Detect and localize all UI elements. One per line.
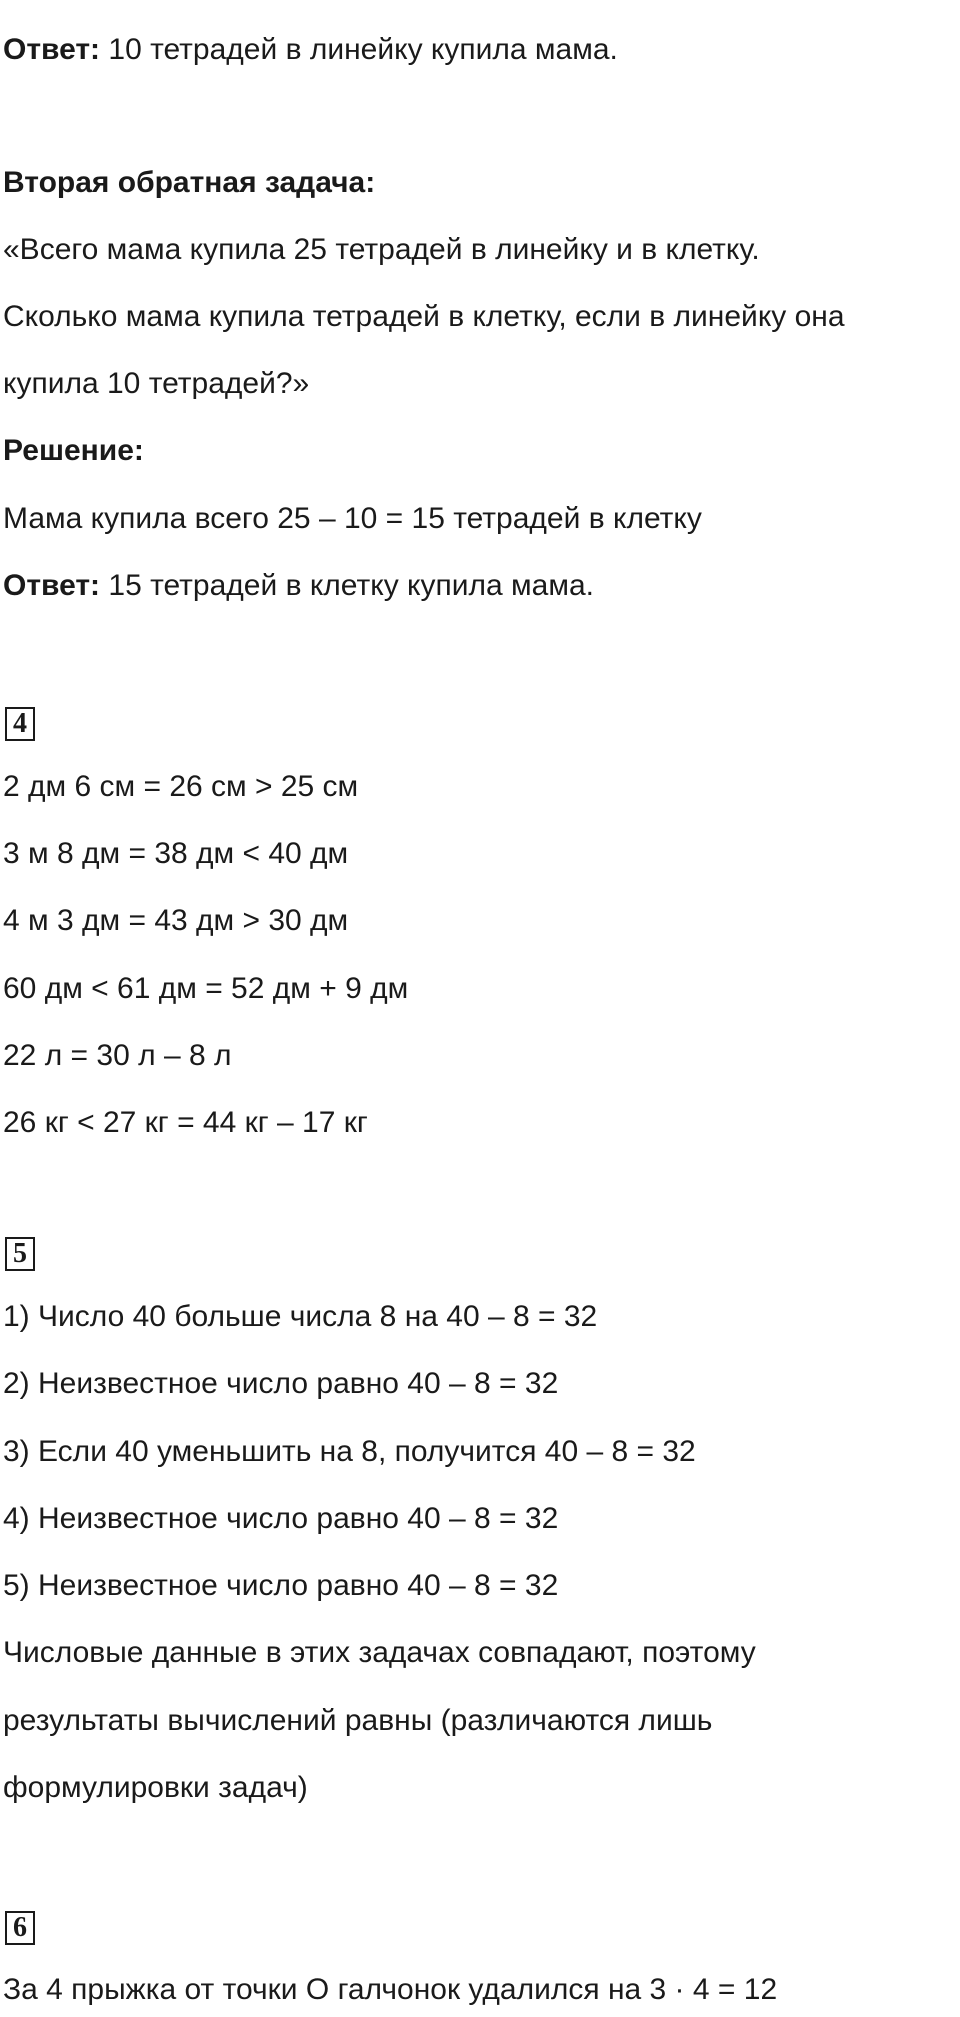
answer-text: 10 тетрадей в линейку купила мама.	[100, 33, 618, 66]
conclusion-line: формулировки задач)	[3, 1771, 308, 1804]
task-number-box-4: 4	[5, 707, 35, 741]
comparison-line: 2 дм 6 см = 26 см > 25 см	[3, 770, 359, 803]
answer-label: Ответ:	[3, 33, 101, 66]
answer-line-1	[3, 30, 618, 70]
comparison-line: 4 м 3 дм = 43 дм > 30 дм	[3, 904, 349, 937]
comparison-line: 22 л = 30 л – 8 л	[3, 1039, 232, 1072]
answer-text: 15 тетрадей в клетку купила мама.	[100, 569, 594, 602]
problem-line: Сколько мама купила тетрадей в клетку, если в линейку она	[3, 300, 845, 333]
task-number-box-5: 5	[5, 1237, 35, 1271]
comparison-line: 26 кг < 27 кг = 44 кг – 17 кг	[3, 1106, 368, 1139]
task5-line: 3) Если 40 уменьшить на 8, получится 40 – 8 = 32	[3, 1435, 696, 1468]
task-number-box-6: 6	[5, 1911, 35, 1945]
second-inverse-task-heading: Вторая обратная задача:	[3, 166, 376, 199]
answer-line-2	[3, 566, 594, 606]
conclusion-line: Числовые данные в этих задачах совпадают, поэтому	[3, 1636, 756, 1669]
task5-line: 5) Неизвестное число равно 40 – 8 = 32	[3, 1569, 559, 1602]
answer-label: Ответ:	[3, 569, 101, 602]
problem-line: «Всего мама купила 25 тетрадей в линейку и в клетку.	[3, 233, 760, 266]
solution-line: Мама купила всего 25 – 10 = 15 тетрадей в клетку	[3, 502, 702, 535]
task5-line: 1) Число 40 больше числа 8 на 40 – 8 = 32	[3, 1300, 598, 1333]
solution-label: Решение:	[3, 434, 144, 467]
comparison-line: 60 дм < 61 дм = 52 дм + 9 дм	[3, 972, 409, 1005]
conclusion-line: результаты вычислений равны (различаются лишь	[3, 1704, 713, 1737]
task5-line: 4) Неизвестное число равно 40 – 8 = 32	[3, 1502, 559, 1535]
comparison-line: 3 м 8 дм = 38 дм < 40 дм	[3, 837, 349, 870]
task6-line: За 4 прыжка от точки О галчонок удалился на 3 · 4 = 12	[3, 1973, 778, 2006]
task5-line: 2) Неизвестное число равно 40 – 8 = 32	[3, 1367, 559, 1400]
problem-line: купила 10 тетрадей?»	[3, 367, 310, 400]
